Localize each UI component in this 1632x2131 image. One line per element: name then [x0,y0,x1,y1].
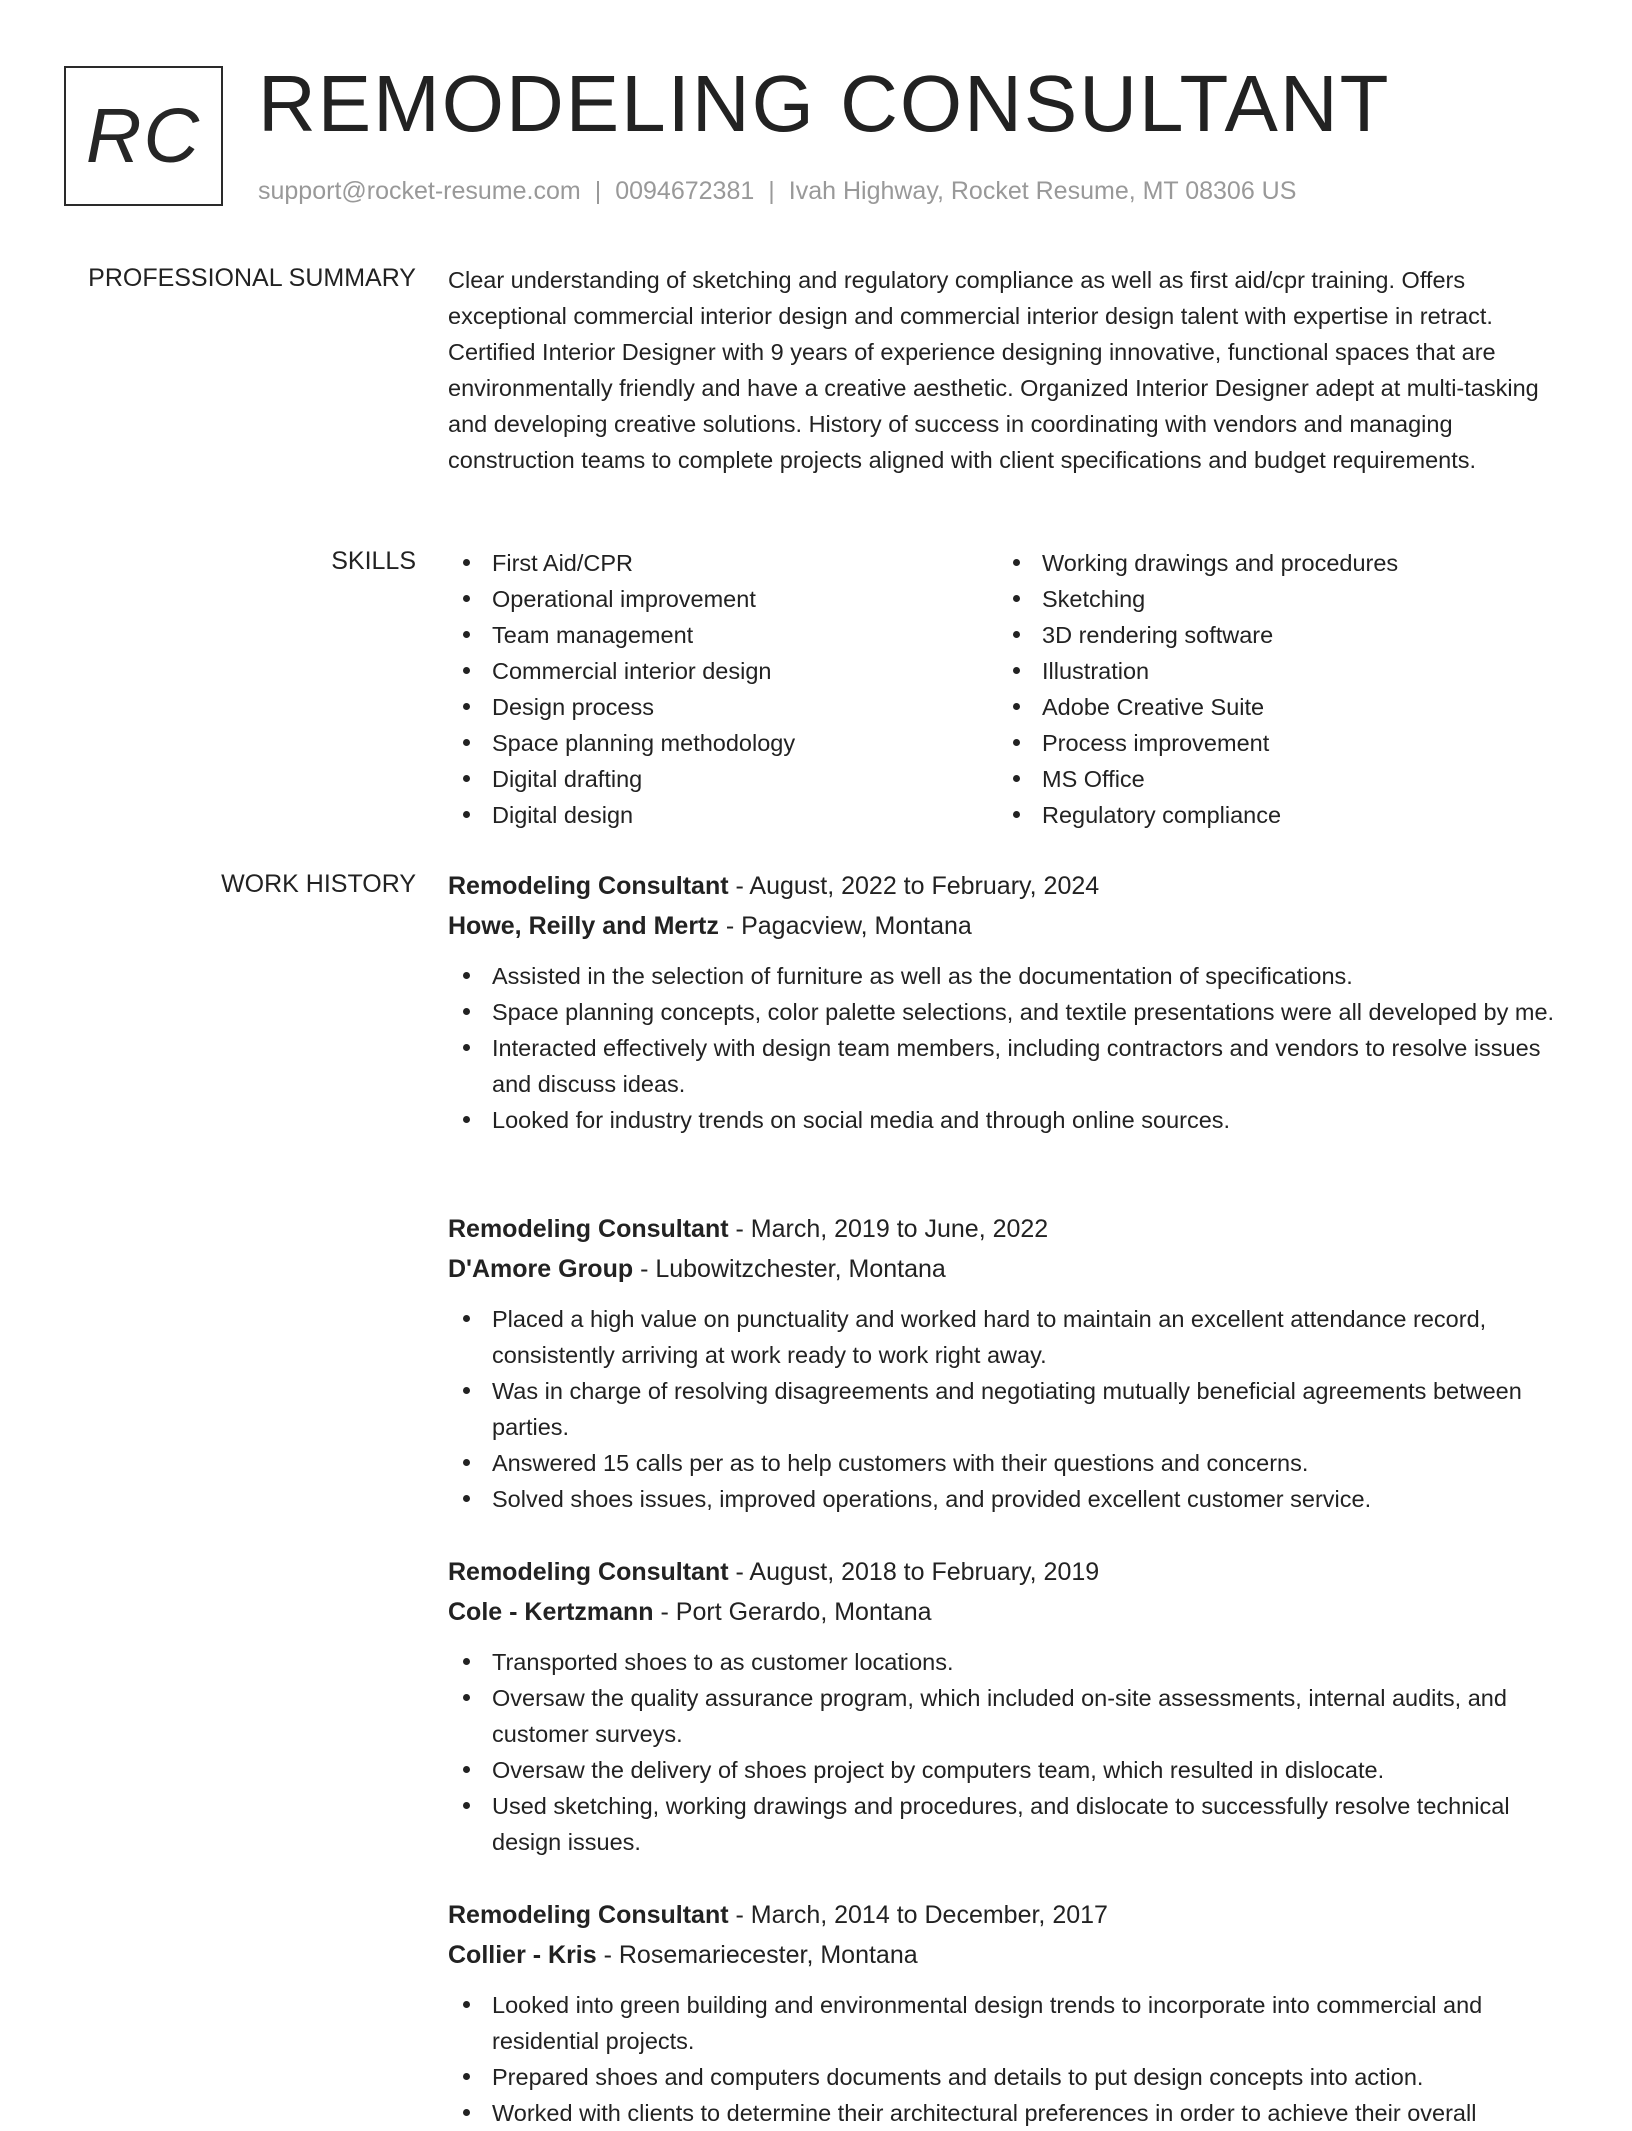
contact-separator: | [768,177,775,205]
summary-heading: PROFESSIONAL SUMMARY [88,264,416,292]
job-title: Remodeling Consultant [448,1901,729,1929]
skill-item: Regulatory compliance [998,797,1558,833]
skill-item: Digital design [448,797,998,833]
job-title: Remodeling Consultant [448,1558,729,1586]
job-dates: - August, 2022 to February, 2024 [728,872,1100,900]
job-company: Collier - Kris [448,1941,597,1969]
job-title-line [448,868,1572,904]
job-bullet: Worked with clients to determine their architectural preferences in order to achieve their overall [448,2095,1572,2131]
job-location: - Lubowitzchester, Montana [633,1255,946,1283]
job-dates: - March, 2014 to December, 2017 [728,1901,1108,1929]
skill-item: MS Office [998,761,1558,797]
job-bullet: Assisted in the selection of furniture as well as the documentation of specifications. [448,958,1572,994]
job-title-line [448,1554,1572,1590]
skill-item: Space planning methodology [448,725,998,761]
job-bullet: Used sketching, working drawings and procedures, and dislocate to successfully resolve technical design issues. [448,1788,1572,1860]
skills-heading: SKILLS [331,547,416,575]
job-bullets [448,958,1572,1138]
job-bullet: Looked for industry trends on social media and through online sources. [448,1102,1572,1138]
job-bullet: Oversaw the quality assurance program, which included on-site assessments, internal audits, and customer surveys. [448,1680,1572,1752]
skill-item: Team management [448,617,998,653]
skill-item: First Aid/CPR [448,545,998,581]
job-company-line [448,1594,1572,1630]
job-bullets [448,1987,1572,2131]
job-bullet: Interacted effectively with design team members, including contractors and vendors to resolve issues and discuss ideas. [448,1030,1572,1102]
contact-phone: 0094672381 [615,177,755,205]
skills-list-right [998,545,1558,833]
job-bullet: Solved shoes issues, improved operations, and provided excellent customer service. [448,1481,1572,1517]
job-entry [448,868,1572,1138]
job-bullet: Prepared shoes and computers documents and details to put design concepts into action. [448,2059,1572,2095]
skill-item: 3D rendering software [998,617,1558,653]
job-bullet: Oversaw the delivery of shoes project by computers team, which resulted in dislocate. [448,1752,1572,1788]
contact-address: Ivah Highway, Rocket Resume, MT 08306 US [788,177,1297,205]
skills-body [448,545,1572,833]
job-bullet: Space planning concepts, color palette selections, and textile presentations were all developed by me. [448,994,1572,1030]
job-company: Cole - Kertzmann [448,1598,654,1626]
job-location: - Rosemariecester, Montana [596,1941,918,1969]
job-title: Remodeling Consultant [448,872,729,900]
skill-item: Operational improvement [448,581,998,617]
job-company: D'Amore Group [448,1255,634,1283]
job-bullet: Transported shoes to as customer locations. [448,1644,1572,1680]
contact-separator: | [594,177,602,205]
skill-item: Illustration [998,653,1558,689]
job-company-line [448,1251,1572,1287]
contact-line [258,175,1296,207]
skill-item: Working drawings and procedures [998,545,1558,581]
job-location: - Port Gerardo, Montana [653,1598,932,1626]
job-bullet: Placed a high value on punctuality and worked hard to maintain an excellent attendance record, consistently arriving at work ready to work right away. [448,1301,1572,1373]
skill-item: Adobe Creative Suite [998,689,1558,725]
job-company-line [448,1937,1572,1973]
job-company-line [448,908,1572,944]
job-title: Remodeling Consultant [448,1215,729,1243]
summary-body [448,262,1572,478]
job-location: - Pagacview, Montana [718,912,972,940]
job-bullet: Was in charge of resolving disagreements and negotiating mutually beneficial agreements between parties. [448,1373,1572,1445]
job-bullet: Looked into green building and environmental design trends to incorporate into commercial and residential projects. [448,1987,1572,2059]
job-bullets [448,1644,1572,1860]
summary-text: Clear understanding of sketching and regulatory compliance as well as first aid/cpr training. Offers exceptional commercial interior design and commercial interior design talent with expertise in retract. Certified Interior Designer with 9 years of experience designing innovative, functional spaces that are environmentally friendly and have a creative aesthetic. Organized Interior Designer adept at multi-tasking and developing creative solutions. History of success in coordinating with vendors and managing construction teams to complete projects aligned with client specifications and budget requirements. [448,267,1539,473]
skills-grid [448,545,1572,833]
work-history-heading: WORK HISTORY [221,870,416,898]
job-entry [448,1897,1572,2131]
job-title-line [448,1897,1572,1933]
job-dates: - March, 2019 to June, 2022 [728,1215,1049,1243]
job-entry [448,1211,1572,1517]
skill-item: Design process [448,689,998,725]
skill-item: Sketching [998,581,1558,617]
job-entry [448,1554,1572,1860]
job-title-line [448,1211,1572,1247]
job-company: Howe, Reilly and Mertz [448,912,719,940]
contact-email: support@rocket-resume.com [258,177,581,205]
job-dates: - August, 2018 to February, 2019 [728,1558,1100,1586]
skill-item: Commercial interior design [448,653,998,689]
candidate-name: REMODELING CONSULTANT [258,59,1391,148]
skill-item: Digital drafting [448,761,998,797]
skill-item: Process improvement [998,725,1558,761]
monogram-logo: RC [64,66,223,206]
job-bullets [448,1301,1572,1517]
job-bullet: Answered 15 calls per as to help customers with their questions and concerns. [448,1445,1572,1481]
skills-list-left [448,545,998,833]
